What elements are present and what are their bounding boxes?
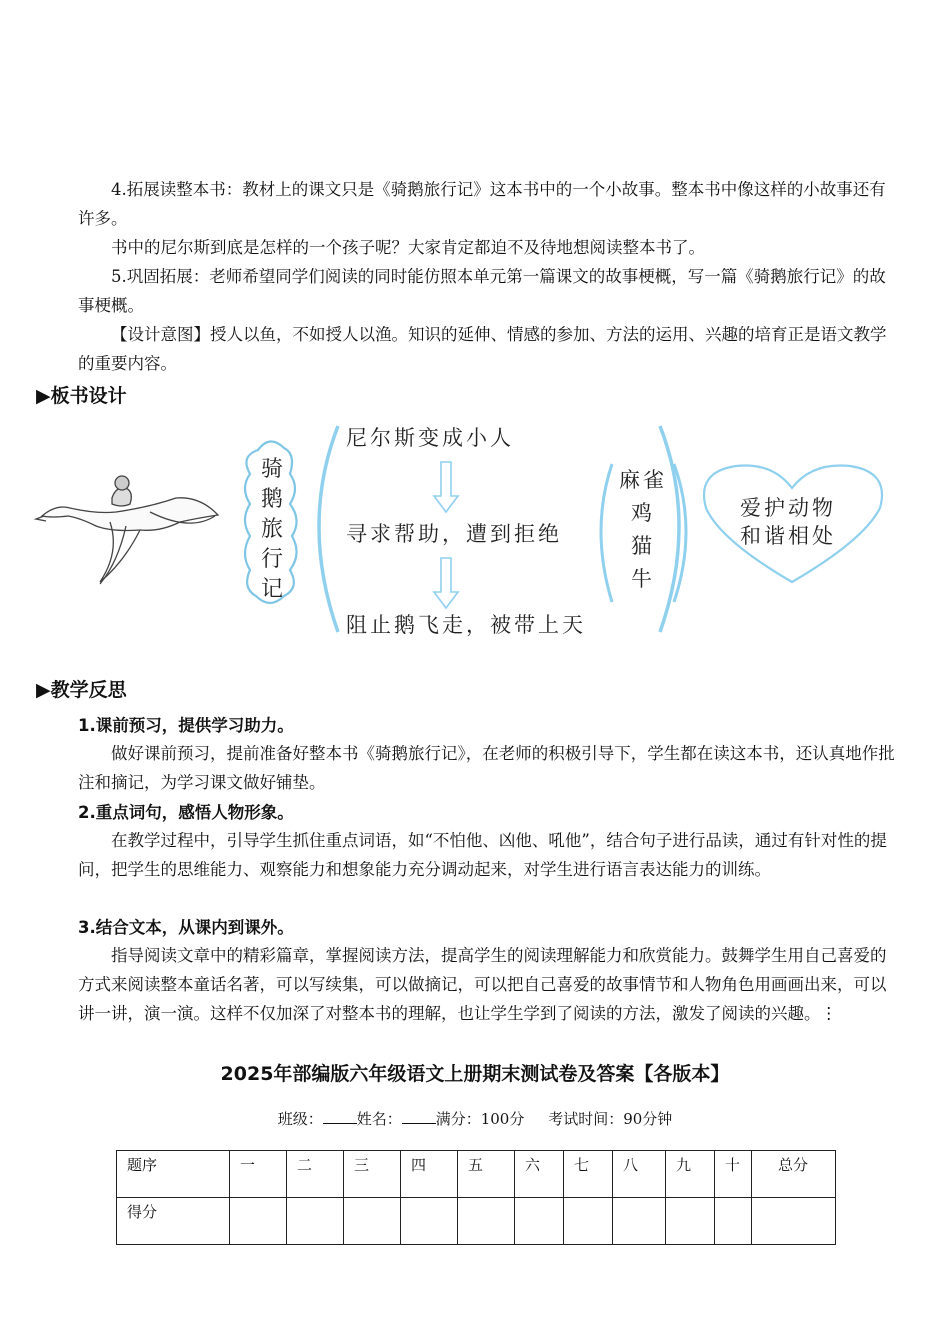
reflection-section-1-title: 1.课前预习，提供学习助力。 <box>78 716 294 735</box>
paragraph-consolidate: 5.巩固拓展：老师希望同学们阅读的同时能仿照本单元第一篇课文的故事梗概，写一篇《骑鹅旅行记》的故事梗概。 <box>78 267 886 315</box>
paragraph-design-intent: 【设计意图】授人以鱼，不如授人以渔。知识的延伸、情感的参加、方法的运用、兴趣的培育正是语文教学的重要内容。 <box>78 325 887 373</box>
total-score-cell[interactable] <box>752 1198 836 1245</box>
cloud-char: 旅 <box>260 517 283 542</box>
animal-item: 鸡 <box>631 501 655 525</box>
reflection-section-1-text: 做好课前预习，提前准备好整本书《骑鹅旅行记》，在老师的积极引导下，学生都在读这本书，还认真地作批注和摘记，为学习课文做好铺垫。 <box>78 744 895 792</box>
header-cell: 二 <box>287 1151 344 1198</box>
exam-info-line <box>0 1108 950 1129</box>
paragraph-extend-reading: 4.拓展读整本书：教材上的课文只是《骑鹅旅行记》这本书中的一个小故事。整本书中像这样的小故事还有许多。 <box>78 180 886 228</box>
name-blank[interactable] <box>402 1109 436 1124</box>
score-table-header-row <box>117 1151 836 1198</box>
header-cell: 八 <box>613 1151 666 1198</box>
header-cell: 七 <box>564 1151 613 1198</box>
cloud-char: 记 <box>260 577 283 602</box>
score-cell[interactable] <box>458 1198 515 1245</box>
class-blank[interactable] <box>323 1109 357 1124</box>
exam-time: 考试时间：90分钟 <box>548 1110 673 1128</box>
header-cell: 四 <box>401 1151 458 1198</box>
header-cell: 三 <box>344 1151 401 1198</box>
animals-list <box>612 464 674 596</box>
header-cell: 一 <box>230 1151 287 1198</box>
header-cell: 五 <box>458 1151 515 1198</box>
reflection-section-3-text: 指导阅读文章中的精彩篇章，掌握阅读方法，提高学生的阅读理解能力和欣赏能力。鼓舞学生用自己喜爱的方式来阅读整本童话名著，可以写续集，可以做摘记，可以把自己喜爱的故事情节和人物角色用画画出来，可以讲一讲，演一演。这样不仅加深了对整本书的理解，也让学生学到了阅读的方法，激发了阅读的兴趣。⋮ <box>78 946 887 1023</box>
score-cell[interactable] <box>515 1198 564 1245</box>
header-cell: 九 <box>666 1151 715 1198</box>
class-label: 班级： <box>277 1110 323 1128</box>
down-arrow-2 <box>434 558 458 608</box>
score-cell[interactable] <box>666 1198 715 1245</box>
row-label-cell: 得分 <box>117 1198 230 1245</box>
heart-line-1: 爱护动物 <box>740 496 836 520</box>
down-arrow-1 <box>434 462 458 512</box>
score-cell[interactable] <box>715 1198 752 1245</box>
animal-item: 猫 <box>631 534 655 558</box>
heart-line-2: 和谐相处 <box>740 524 836 548</box>
reflection-section-2-title: 2.重点词句，感悟人物形象。 <box>78 803 294 822</box>
board-step-1: 尼尔斯变成小人 <box>346 426 514 450</box>
board-step-3: 阻止鹅飞走，被带上天 <box>346 613 586 637</box>
score-cell[interactable] <box>344 1198 401 1245</box>
board-step-2: 寻求帮助，遭到拒绝 <box>346 522 562 546</box>
score-table <box>116 1150 836 1245</box>
left-bracket <box>319 426 338 632</box>
cloud-text <box>257 455 287 605</box>
cloud-char: 鹅 <box>260 487 283 512</box>
goose-illustration <box>36 476 218 584</box>
animal-item: 麻雀 <box>619 468 667 492</box>
reflection-section-3-title: 3.结合文本，从课内到课外。 <box>78 918 294 937</box>
board-design-heading: ▶板书设计 <box>36 385 127 407</box>
reflection-heading: ▶教学反思 <box>36 679 127 701</box>
score-cell[interactable] <box>613 1198 666 1245</box>
score-table-score-row <box>117 1198 836 1245</box>
header-cell: 十 <box>715 1151 752 1198</box>
cloud-char: 行 <box>260 547 283 572</box>
header-cell: 六 <box>515 1151 564 1198</box>
score-cell[interactable] <box>401 1198 458 1245</box>
score-cell[interactable] <box>287 1198 344 1245</box>
small-left-bracket <box>601 464 612 602</box>
header-cell: 总分 <box>752 1151 836 1198</box>
paragraph-nils-question: 书中的尼尔斯到底是怎样的一个孩子呢？大家肯定都迫不及待地想阅读整本书了。 <box>111 238 705 257</box>
cloud-char: 骑 <box>260 457 283 482</box>
score-cell[interactable] <box>564 1198 613 1245</box>
header-cell: 题序 <box>117 1151 230 1198</box>
score-cell[interactable] <box>230 1198 287 1245</box>
reflection-section-2-text: 在教学过程中，引导学生抓住重点词语，如“不怕他、凶他、吼他”，结合句子进行品读，通过有针对性的提问，把学生的思维能力、观察能力和想象能力充分调动起来，对学生进行语言表达能力的训练。 <box>78 831 887 879</box>
exam-title: 2025年部编版六年级语文上册期末测试卷及答案【各版本】 <box>220 1063 730 1085</box>
full-score: 满分：100分 <box>435 1110 525 1128</box>
name-label: 姓名： <box>356 1110 402 1128</box>
animal-item: 牛 <box>631 567 655 591</box>
